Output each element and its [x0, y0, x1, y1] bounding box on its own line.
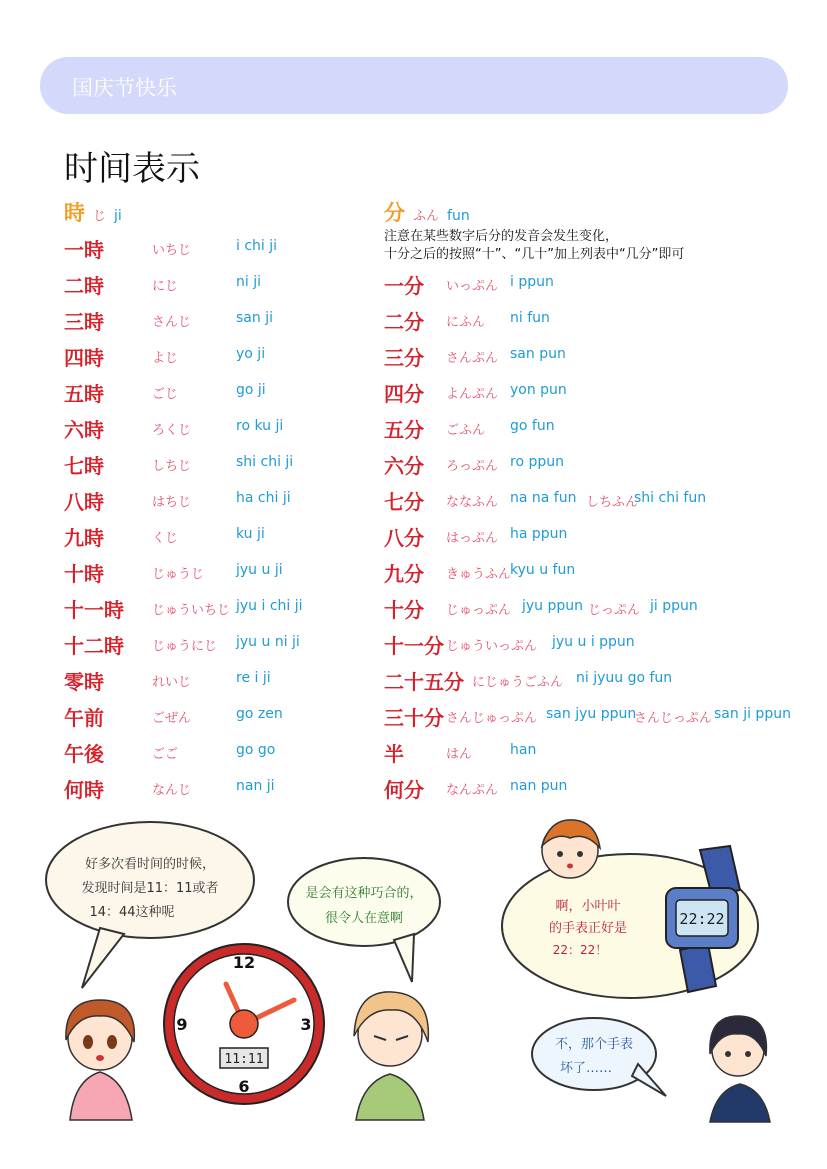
bubble2-line: 是会有这种巧合的，: [305, 886, 423, 901]
minutes-header-kana: ふん: [413, 209, 440, 224]
minutes-header-kanji: 分: [384, 201, 405, 225]
hour-romaji: shi chi ji: [236, 454, 294, 470]
minute-romaji: han: [510, 742, 537, 758]
hour-romaji: re i ji: [236, 670, 271, 686]
minute-romaji: yon pun: [510, 382, 567, 398]
clock-display: 11:11: [224, 1052, 264, 1067]
hour-kanji: 午前: [64, 706, 104, 730]
minute-kana: ろっぷん: [446, 459, 499, 474]
minute-kana-alt: しちふん: [586, 495, 639, 510]
minute-kana: はっぷん: [446, 531, 499, 546]
minutes-header: [384, 197, 470, 223]
minute-kana: にじゅうごふん: [472, 675, 564, 690]
minute-kana: にふん: [446, 315, 486, 330]
minute-romaji: ni jyuu go fun: [576, 670, 673, 686]
girl-left-character: [66, 1000, 134, 1120]
girl-middle-character: [354, 992, 428, 1120]
minute-kanji: 五分: [384, 418, 424, 442]
hour-kana: ろくじ: [152, 423, 192, 438]
minutes-note: [384, 228, 684, 264]
bubble3-line: 的手表正好是: [548, 921, 628, 936]
minute-kana: さんぷん: [446, 351, 499, 366]
hour-kana: ごご: [152, 747, 179, 762]
bubble2-line: 很令人在意啊: [324, 911, 404, 926]
minute-kanji: 九分: [384, 562, 424, 586]
hour-romaji: i chi ji: [236, 238, 278, 254]
bubble4-line: 坏了……: [559, 1061, 613, 1076]
minute-romaji: kyu u fun: [510, 562, 576, 578]
hour-kana: さんじ: [152, 315, 192, 330]
minute-kanji: 十一分: [384, 634, 444, 658]
clock-number: 12: [232, 953, 256, 972]
bubble1-line: 好多次看时间的时候，: [84, 857, 216, 872]
hours-header-romaji: ji: [114, 208, 122, 224]
minute-romaji: go fun: [510, 418, 555, 434]
hour-romaji: nan ji: [236, 778, 275, 794]
clock-number: 9: [176, 1015, 188, 1034]
hours-header: [64, 197, 122, 223]
minute-kanji: 六分: [384, 454, 424, 478]
boy-character: [542, 820, 600, 878]
hour-kana: にじ: [152, 279, 179, 294]
hour-kanji: 三時: [64, 310, 104, 334]
hour-kanji: 九時: [64, 526, 104, 550]
minute-kana-alt: じっぷん: [588, 603, 641, 618]
minute-kana: ごふん: [446, 423, 486, 438]
hour-romaji: ni ji: [236, 274, 261, 290]
hour-kanji: 一時: [64, 238, 104, 262]
minute-kanji: 二十五分: [384, 670, 464, 694]
minute-romaji: san jyu ppun: [546, 706, 637, 722]
bubble1-line: 14：44这种呢: [89, 905, 175, 920]
minute-kana: さんじゅっぷん: [446, 711, 538, 726]
bubble3-line: 啊，小叶叶: [555, 899, 621, 914]
minute-kanji: 三分: [384, 346, 424, 370]
minute-romaji: nan pun: [510, 778, 568, 794]
hour-kanji: 七時: [64, 454, 104, 478]
hour-kanji: 十二時: [64, 634, 124, 658]
hour-kanji: 十一時: [64, 598, 124, 622]
note-line: 十分之后的按照“十”、“几十”加上列表中“几分”即可: [384, 247, 685, 262]
watch-display: 22:22: [679, 910, 725, 928]
minute-kana: じゅういっぷん: [446, 639, 538, 654]
hour-kanji: 十時: [64, 562, 104, 586]
hour-kana: じゅういちじ: [152, 603, 231, 618]
minute-romaji: ni fun: [510, 310, 550, 326]
minute-kana: きゅうふん: [446, 567, 512, 582]
minutes-header-romaji: fun: [447, 208, 470, 224]
minute-kanji: 何分: [384, 778, 424, 802]
minute-romaji: i ppun: [510, 274, 554, 290]
hour-kanji: 八時: [64, 490, 104, 514]
minute-kanji: 四分: [384, 382, 424, 406]
minute-romaji: jyu u i ppun: [552, 634, 635, 650]
hour-kanji: 五時: [64, 382, 104, 406]
girl-right-character: [710, 1016, 770, 1122]
hour-romaji: yo ji: [236, 346, 266, 362]
minute-romaji: ro ppun: [510, 454, 564, 470]
minute-romaji-alt: shi chi fun: [634, 490, 707, 506]
hour-kana: ごぜん: [152, 711, 192, 726]
hour-romaji: ku ji: [236, 526, 265, 542]
minute-kanji: 一分: [384, 274, 424, 298]
minute-romaji: na na fun: [510, 490, 577, 506]
hour-romaji: jyu i chi ji: [236, 598, 303, 614]
hour-kana: よじ: [152, 351, 179, 366]
minute-kana: はん: [446, 747, 473, 762]
hour-kanji: 四時: [64, 346, 104, 370]
page-title: 时间表示: [64, 149, 200, 189]
hour-romaji: jyu u ji: [236, 562, 283, 578]
minute-kanji: 十分: [384, 598, 424, 622]
hour-kanji: 零時: [64, 670, 104, 694]
header-banner: [40, 57, 788, 114]
hour-kanji: 二時: [64, 274, 104, 298]
hour-romaji: go zen: [236, 706, 283, 722]
minute-romaji: jyu ppun: [522, 598, 584, 614]
hours-header-kana: じ: [93, 209, 107, 224]
hour-kanji: 六時: [64, 418, 104, 442]
minute-kana: じゅっぷん: [446, 603, 512, 618]
hour-kana: ごじ: [152, 387, 179, 402]
bubble1-line: 发现时间是11：11或者: [81, 881, 219, 896]
minute-kana: なんぷん: [446, 783, 499, 798]
minute-kana: ななふん: [446, 495, 499, 510]
note-line: 注意在某些数字后分的发音会发生变化，: [384, 229, 619, 244]
clock-number: 3: [300, 1015, 312, 1034]
minute-kanji: 二分: [384, 310, 424, 334]
banner-title: 国庆节快乐: [72, 76, 177, 100]
minute-romaji-alt: ji ppun: [650, 598, 698, 614]
hour-romaji: jyu u ni ji: [236, 634, 300, 650]
hour-kana: はちじ: [152, 495, 192, 510]
comic-illustration: [40, 810, 800, 1130]
hour-romaji: go ji: [236, 382, 266, 398]
hour-kana: いちじ: [152, 243, 192, 258]
minute-kanji: 半: [384, 742, 404, 766]
minute-romaji: san pun: [510, 346, 566, 362]
hour-kana: しちじ: [152, 459, 192, 474]
hour-kanji: 午後: [64, 742, 104, 766]
hours-header-kanji: 時: [64, 201, 85, 225]
hour-kana: じゅうじ: [152, 567, 205, 582]
hour-kanji: 何時: [64, 778, 104, 802]
minute-kanji: 七分: [384, 490, 424, 514]
clock-number: 6: [238, 1077, 250, 1096]
minute-romaji: ha ppun: [510, 526, 568, 542]
hour-romaji: san ji: [236, 310, 273, 326]
hour-romaji: ro ku ji: [236, 418, 284, 434]
minute-kanji: 八分: [384, 526, 424, 550]
speech-bubble-2: [288, 858, 440, 982]
speech-bubble-4: [532, 1018, 666, 1096]
bubble4-line: 不，那个手表: [554, 1037, 634, 1052]
hour-kana: なんじ: [152, 783, 192, 798]
hour-kana: れいじ: [152, 675, 192, 690]
minute-kana-alt: さんじっぷん: [634, 711, 713, 726]
hour-kana: じゅうにじ: [152, 639, 218, 654]
minute-kanji: 三十分: [384, 706, 444, 730]
hour-kana: くじ: [152, 531, 179, 546]
minute-romaji-alt: san ji ppun: [714, 706, 791, 722]
hour-romaji: go go: [236, 742, 276, 758]
minute-kana: いっぷん: [446, 279, 499, 294]
minute-kana: よんぷん: [446, 387, 499, 402]
wall-clock: [164, 944, 324, 1104]
bubble3-line: 22：22！: [552, 943, 608, 957]
hour-romaji: ha chi ji: [236, 490, 291, 506]
